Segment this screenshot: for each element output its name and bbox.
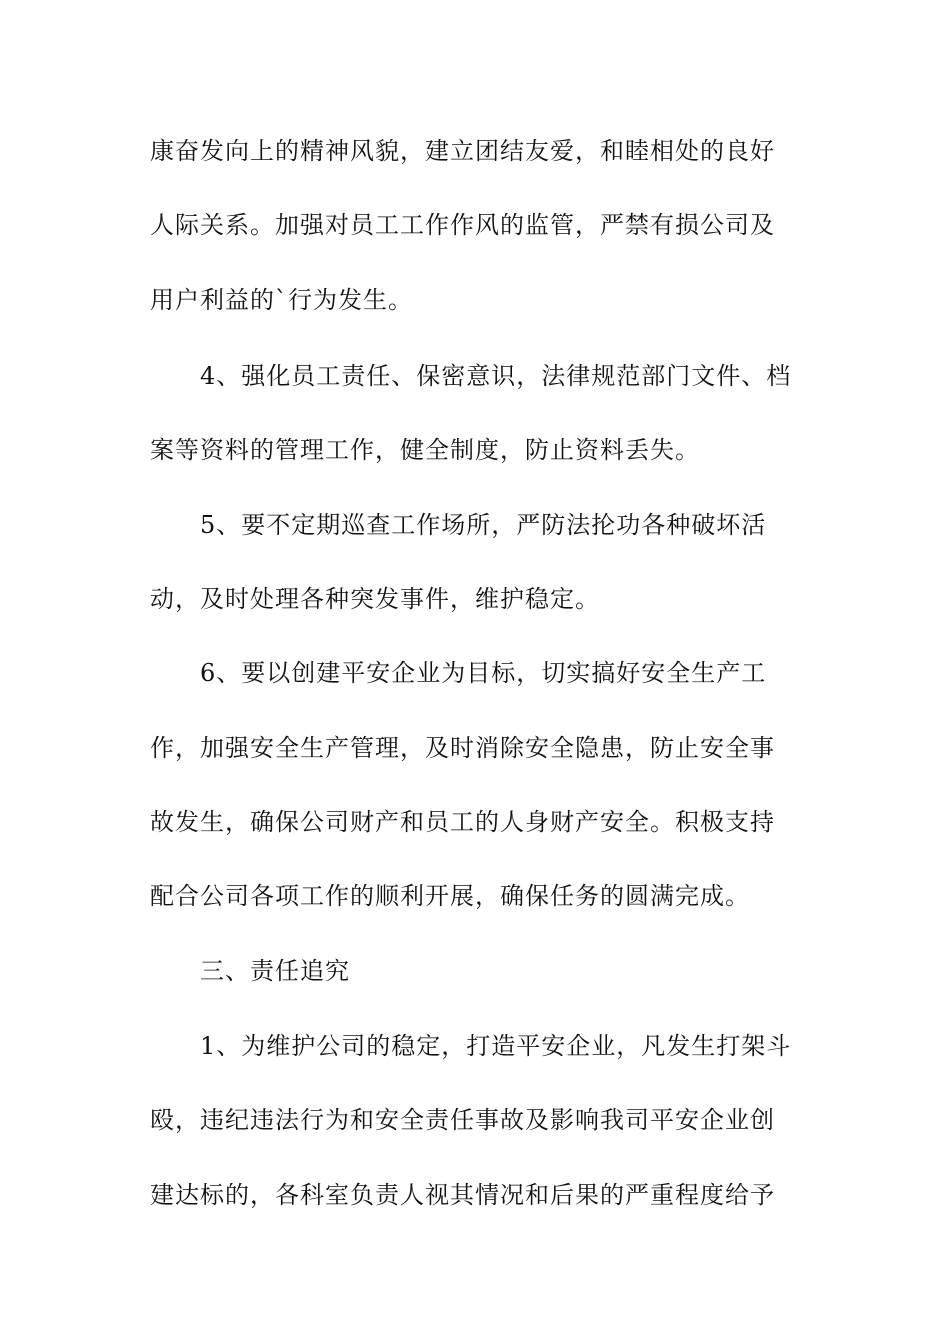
text-line-3: 用户利益的`行为发生。 (150, 286, 413, 314)
text-line-14: 殴，违纪违法行为和安全责任事故及影响我司平安企业创 (150, 1106, 775, 1134)
text-line-1: 康奋发向上的精神风貌，建立团结友爱，和睦相处的良好 (150, 137, 775, 165)
text-line-9: 作，加强安全生产管理，及时消除安全隐患，防止安全事 (150, 734, 775, 762)
text-line-10: 故发生，确保公司财产和员工的人身财产安全。积极支持 (150, 808, 775, 836)
section-heading: 三、责任追究 (200, 957, 350, 985)
text-line-13: 1、为维护公司的稳定，打造平安企业，凡发生打架斗 (200, 1032, 792, 1060)
text-line-11: 配合公司各项工作的顺利开展，确保任务的圆满完成。 (150, 882, 750, 910)
text-line-7: 动，及时处理各种突发事件，维护稳定。 (150, 585, 600, 613)
text-line-15: 建达标的，各科室负责人视其情况和后果的严重程度给予 (150, 1181, 775, 1209)
text-line-4: 4、强化员工责任、保密意识，法律规范部门文件、档 (200, 362, 792, 390)
text-line-5: 案等资料的管理工作，健全制度，防止资料丢失。 (150, 436, 700, 464)
text-line-8: 6、要以创建平安企业为目标，切实搞好安全生产工 (200, 659, 767, 687)
text-line-2: 人际关系。加强对员工工作作风的监管，严禁有损公司及 (150, 211, 775, 239)
text-line-6: 5、要不定期巡查工作场所，严防法抡功各种破坏活 (200, 511, 767, 539)
